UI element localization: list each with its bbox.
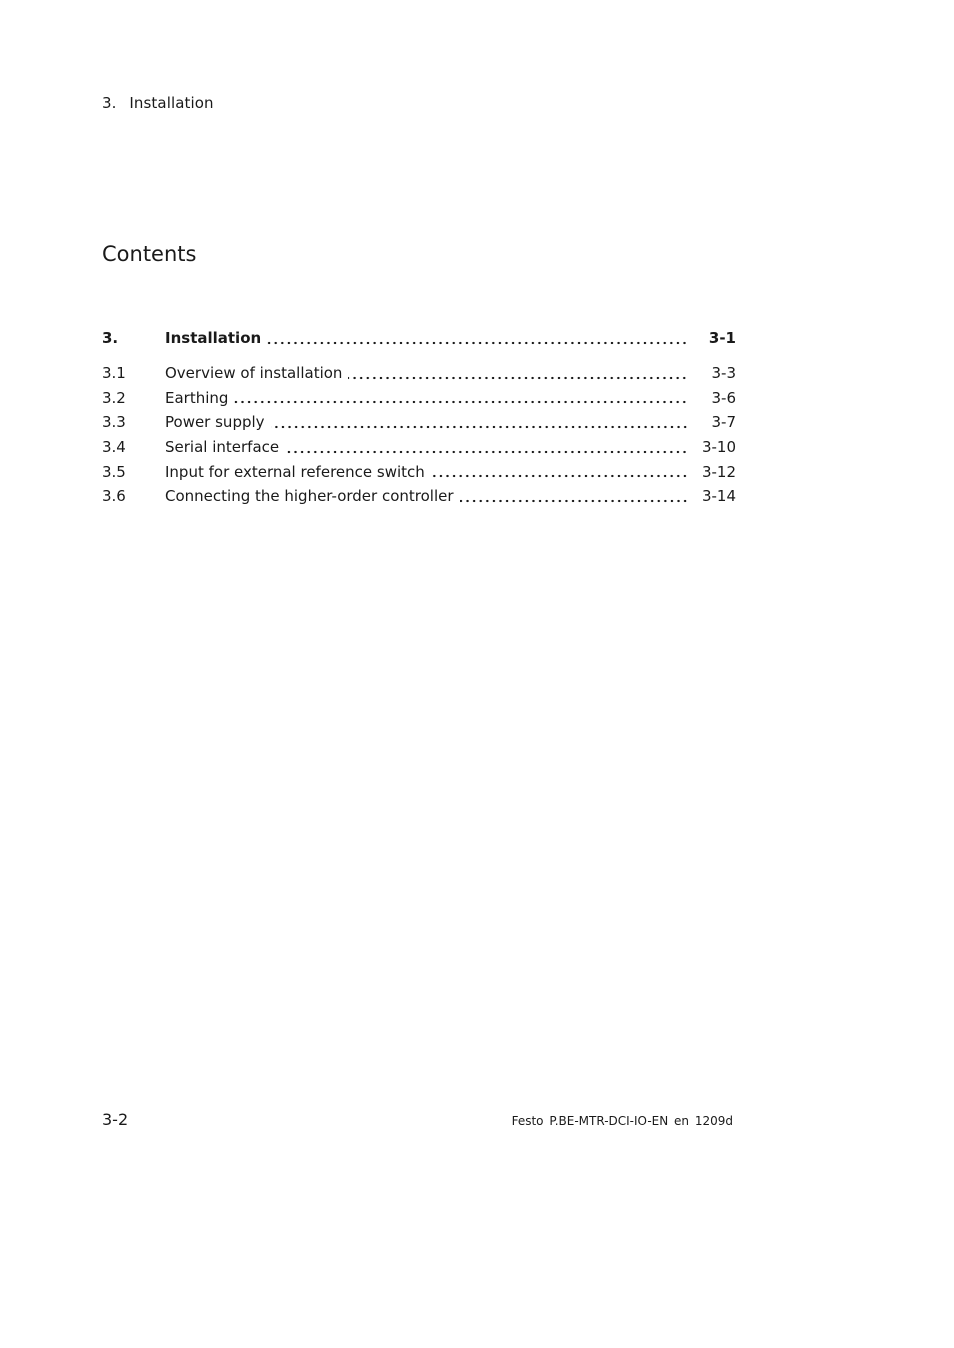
toc-number: 3.5 <box>102 462 126 481</box>
toc-chapter-row[interactable] <box>102 326 736 350</box>
toc-leader-dots <box>431 474 688 478</box>
toc-number: 3.2 <box>102 388 126 407</box>
header-chapter-title: Installation <box>129 94 214 112</box>
toc-leader-dots <box>348 376 688 380</box>
toc-leader-dots <box>234 400 688 404</box>
footer-document-id: Festo P.BE-MTR-DCI-IO-EN en 1209d <box>511 1114 733 1128</box>
toc-number: 3. <box>102 329 119 347</box>
toc-page: 3-7 <box>711 413 736 432</box>
toc-page: 3-10 <box>701 438 736 457</box>
toc-leader-dots <box>460 499 688 503</box>
toc-title: Connecting the higher-order controller <box>165 487 454 506</box>
toc-page: 3-14 <box>701 487 736 506</box>
toc-item-power-supply[interactable] <box>102 410 736 435</box>
footer-page-number: 3-2 <box>102 1110 129 1129</box>
header-chapter-number: 3. <box>102 94 117 112</box>
toc-title: Serial interface <box>165 438 280 457</box>
toc-leader-dots <box>271 425 688 429</box>
toc-title: Power supply <box>165 413 265 432</box>
toc-number: 3.6 <box>102 487 126 506</box>
toc-number: 3.4 <box>102 438 126 457</box>
toc-item-input-for-external-reference-switch[interactable] <box>102 459 736 484</box>
toc-item-connecting-the-higher-order-controller[interactable] <box>102 484 736 509</box>
toc-leader-dots <box>267 341 688 345</box>
toc-page: 3-1 <box>708 329 736 347</box>
toc-number: 3.3 <box>102 413 126 432</box>
toc-number: 3.1 <box>102 364 126 383</box>
toc-item-overview-of-installation[interactable] <box>102 361 736 386</box>
toc-title: Earthing <box>165 388 229 407</box>
toc-page: 3-6 <box>711 388 736 407</box>
toc-item-earthing[interactable] <box>102 386 736 411</box>
toc-leader-dots <box>285 450 688 454</box>
running-header <box>102 94 214 112</box>
contents-title: Contents <box>102 242 197 266</box>
toc-title: Input for external reference switch <box>165 462 425 481</box>
toc-title: Installation <box>165 329 262 347</box>
toc-page: 3-3 <box>711 364 736 383</box>
toc-page: 3-12 <box>701 462 736 481</box>
table-of-contents <box>102 326 736 509</box>
toc-title: Overview of installation <box>165 364 343 383</box>
toc-item-serial-interface[interactable] <box>102 435 736 460</box>
